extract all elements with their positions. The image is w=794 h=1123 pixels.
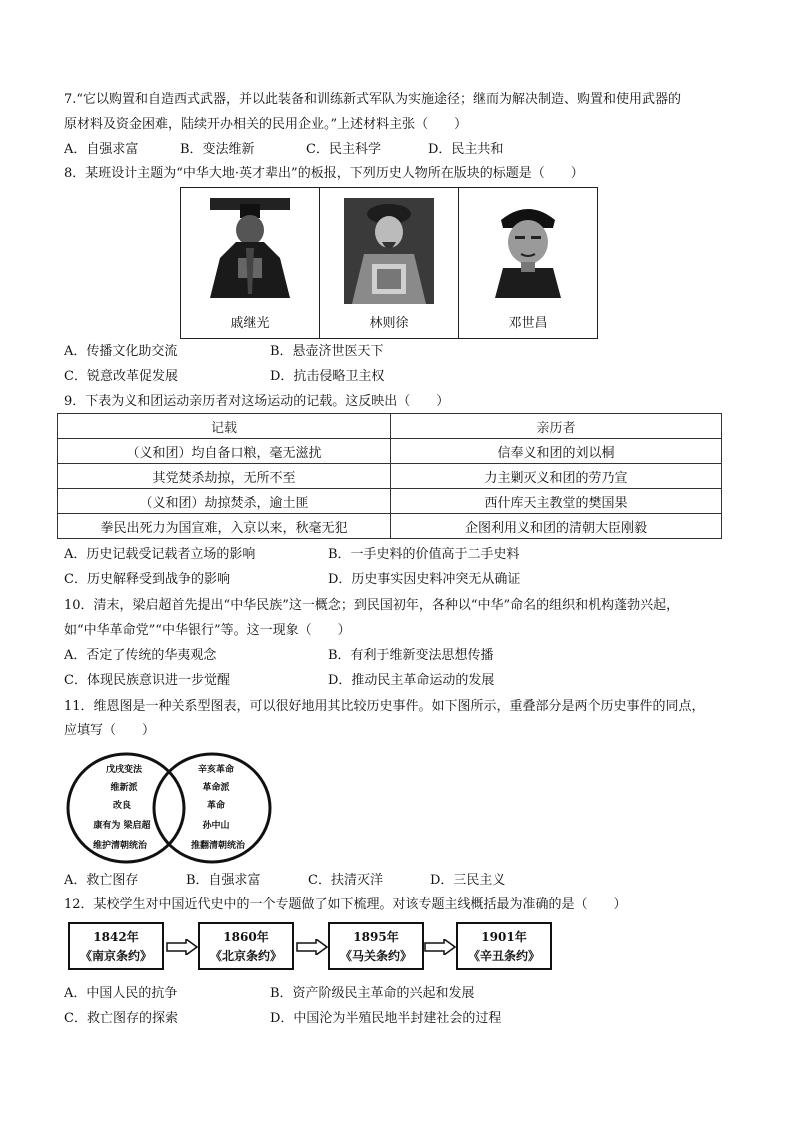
portrait-image	[485, 198, 571, 298]
table-row	[58, 489, 722, 514]
header-witness: 亲历者	[391, 414, 722, 439]
q11-option-d: D．三民主义	[430, 873, 506, 888]
venn-left-label: 戊戌变法	[105, 765, 143, 775]
record-cell: 拳民出死力为国宣难，入京以来，秋毫无犯	[58, 514, 391, 539]
q9-option-b: B．一手史料的价值高于二手史料	[328, 547, 520, 562]
figure-cell-qi-jiguang	[181, 188, 320, 338]
table-header-row	[58, 414, 722, 439]
arrow-right-icon	[166, 939, 198, 955]
venn-right-label: 辛亥革命	[197, 765, 235, 775]
q9-option-a: A．历史记载受记载者立场的影响	[64, 547, 256, 562]
header-record: 记载	[58, 414, 391, 439]
table-row	[58, 464, 722, 489]
q9-stem: 9．下表为义和团运动亲历者对这场运动的记载。这反映出（ ）	[64, 394, 450, 409]
timeline-treaty: 《南京条约》	[79, 949, 152, 963]
table-row	[58, 439, 722, 464]
q11-option-c: C．扶清灭洋	[308, 873, 383, 888]
witness-cell: 企图利用义和团的清朝大臣刚毅	[391, 514, 722, 539]
venn-right-label: 革命	[206, 801, 226, 811]
q10-stem-line1: 10．清末，梁启超首先提出“中华民族”这一概念；到民国初年，各种以“中华”命名的组织和机构蓬勃兴起，	[64, 598, 680, 613]
witness-cell: 信奉义和团的刘以桐	[391, 439, 722, 464]
venn-left-label: 维护清朝统治	[92, 841, 148, 851]
witness-cell: 力主剿灭义和团的劳乃宣	[391, 464, 722, 489]
timeline-box	[456, 922, 552, 970]
arrow-right-icon	[424, 939, 456, 955]
q7-stem-line1: 7.“它以购置和自造西式武器，并以此装备和训练新式军队为实施途径；继而为解决制造、购置和使用武器的	[64, 92, 682, 107]
timeline-treaty: 《辛丑条约》	[467, 949, 540, 963]
timeline-box	[68, 922, 164, 970]
q7-stem-line2: 原材料及资金困难，陆续开办相关的民用企业。”上述材料主张（ ）	[64, 117, 468, 132]
witness-cell: 西什库天主教堂的樊国果	[391, 489, 722, 514]
record-cell: 其党焚杀劫掠，无所不至	[58, 464, 391, 489]
figure-name: 戚继光	[230, 316, 270, 331]
figure-cell-deng-shichang	[459, 188, 597, 338]
q9-option-c: C．历史解释受到战争的影响	[64, 572, 230, 587]
q12-option-b: B．资产阶级民主革命的兴起和发展	[270, 986, 475, 1001]
q10-option-d: D．推动民主革命运动的发展	[328, 673, 495, 688]
q11-stem-line2: 应填写（ ）	[64, 723, 156, 738]
q11-option-b: B．自强求富	[186, 873, 261, 888]
timeline-year: 1895年	[353, 930, 399, 944]
venn-left-label: 维新派	[110, 783, 138, 793]
timeline-box	[328, 922, 424, 970]
timeline-year: 1860年	[223, 930, 269, 944]
portrait-image	[200, 198, 300, 304]
q8-option-d: D．抗击侵略卫主权	[270, 369, 385, 384]
timeline-box	[198, 922, 294, 970]
record-cell: （义和团）劫掠焚杀，逾土匪	[58, 489, 391, 514]
timeline-year: 1842年	[93, 930, 139, 944]
timeline-treaty: 《马关条约》	[339, 949, 412, 963]
venn-right-label: 推翻清朝统治	[190, 841, 246, 851]
q9-record-table	[57, 413, 722, 539]
arrow-right-icon	[296, 939, 328, 955]
q11-stem-line1: 11．维恩图是一种关系型图表，可以很好地用其比较历史事件。如下图所示，重叠部分是两个历史事件的同点，	[64, 699, 705, 714]
q12-option-a: A．中国人民的抗争	[64, 986, 178, 1001]
q10-option-b: B．有利于维新变法思想传播	[328, 648, 494, 663]
timeline-year: 1901年	[481, 930, 527, 944]
timeline-treaty: 《北京条约》	[209, 949, 282, 963]
q12-option-d: D．中国沦为半殖民地半封建社会的过程	[270, 1011, 502, 1026]
q10-stem-line2: 如“中华革命党”“中华银行”等。这一现象（ ）	[64, 623, 351, 638]
venn-left-label: 改良	[112, 801, 132, 811]
q8-figure-table	[180, 187, 598, 339]
record-cell: （义和团）均自备口粮，毫无滋扰	[58, 439, 391, 464]
table-row	[58, 514, 722, 539]
q12-option-c: C．救亡图存的探索	[64, 1011, 178, 1026]
q7-option-c: C．民主科学	[306, 142, 381, 157]
figure-name: 邓世昌	[508, 316, 548, 331]
q11-option-a: A．救亡图存	[64, 873, 139, 888]
q10-option-c: C．体现民族意识进一步觉醒	[64, 673, 230, 688]
q8-option-a: A．传播文化助交流	[64, 344, 178, 359]
q8-option-c: C．锐意改革促发展	[64, 369, 178, 384]
q7-option-b: B．变法维新	[180, 142, 255, 157]
portrait-image	[344, 198, 434, 304]
venn-diagram	[66, 752, 272, 864]
q12-stem: 12．某校学生对中国近代史中的一个专题做了如下梳理。对该专题主线概括最为准确的是（ ）	[64, 897, 627, 912]
venn-left-label: 康有为 梁启超	[93, 821, 151, 831]
q10-option-a: A．否定了传统的华夷观念	[64, 648, 217, 663]
figure-cell-lin-zexu	[320, 188, 459, 338]
q9-option-d: D．历史事实因史料冲突无从确证	[328, 572, 521, 587]
q7-option-d: D．民主共和	[428, 142, 504, 157]
venn-right-label: 革命派	[202, 783, 230, 793]
q8-stem: 8．某班设计主题为“中华大地·英才辈出”的板报，下列历史人物所在版块的标题是（ ）	[64, 166, 584, 181]
q7-option-a: A．自强求富	[64, 142, 139, 157]
venn-right-label: 孙中山	[202, 821, 230, 831]
q8-option-b: B．悬壶济世医天下	[270, 344, 384, 359]
figure-name: 林则徐	[369, 316, 409, 331]
